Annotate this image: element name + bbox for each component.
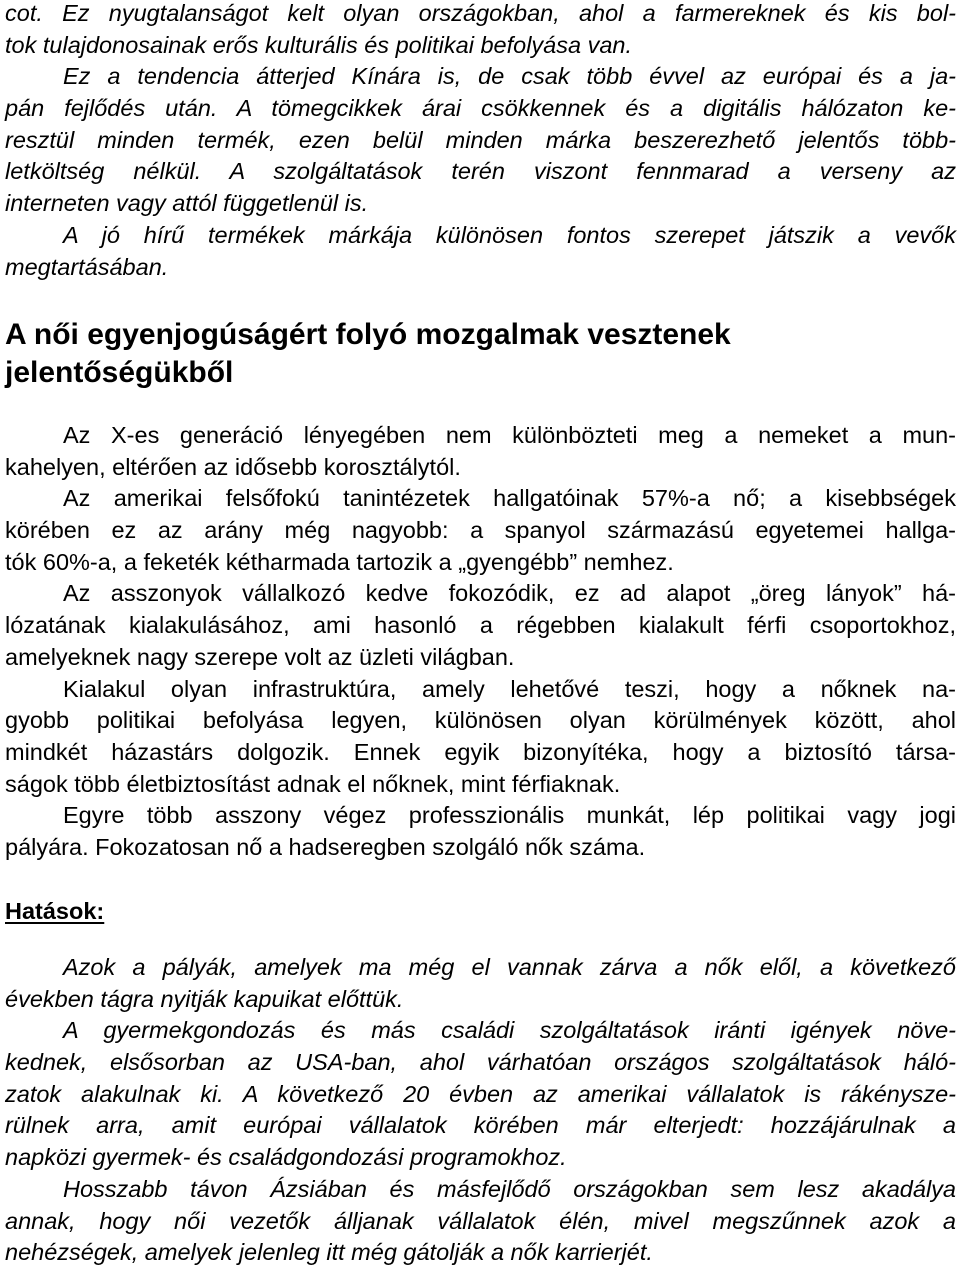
- text-line: tók 60%-a, a feketék kétharmada tartozik a „gyengébb” nemhez.: [5, 548, 674, 575]
- text-line: rülnek arra, amit európai vállalatok körében már elterjedt: hozzájárulnak a: [5, 1112, 956, 1139]
- text-line: években tágra nyitják kapuikat előttük.: [5, 985, 404, 1012]
- text-line: letköltség nélkül. A szolgáltatások terén viszont fennmarad a verseny az: [5, 158, 956, 185]
- text-line: interneten vagy attól függetlenül is.: [5, 190, 369, 217]
- effects-heading: Hatások:: [5, 898, 105, 924]
- effects-text-block: [5, 952, 956, 1269]
- text-line: napközi gyermek- és családgondozási programokhoz.: [5, 1144, 567, 1171]
- text-line: Azok a pályák, amelyek ma még el vannak zárva a nők elől, a következő: [63, 954, 956, 980]
- text-line: lózatának kialakulásához, ami hasonló a régebben kialakult férfi csoportokhoz,: [5, 612, 956, 639]
- text-line: pán fejlődés után. A tömegcikkek árai csökkennek és a digitális hálózaton ke-: [5, 95, 956, 122]
- section-title-line: jelentőségükből: [5, 355, 234, 389]
- text-line: gyobb politikai befolyása legyen, különösen olyan körülmények között, ahol: [5, 707, 956, 734]
- text-line: Hosszabb távon Ázsiában és másfejlődő országokban sem lesz akadálya: [63, 1175, 956, 1202]
- text-line: nehézségek, amelyek jelenleg itt még gátolják a nők karrierjét.: [5, 1239, 653, 1266]
- text-line: resztül minden termék, ezen belül minden márka beszerezhető jelentős több-: [5, 126, 956, 153]
- body-text-block: [5, 420, 956, 864]
- text-line: Egyre több asszony végez professzionális munkát, lép politikai vagy jogi: [63, 802, 956, 829]
- text-line: A jó hírű termékek márkája különösen fontos szerepet játszik a vevők: [63, 221, 956, 248]
- text-line: körében ez az arány még nagyobb: a spanyol származású egyetemei hallga-: [5, 517, 956, 544]
- text-line: kednek, elsősorban az USA-ban, ahol várhatóan országos szolgáltatások háló-: [5, 1049, 956, 1076]
- text-line: megtartásában.: [5, 253, 169, 280]
- section-title: [5, 316, 956, 391]
- text-line: Az X-es generáció lényegében nem különbözteti meg a nemeket a mun-: [63, 422, 956, 448]
- text-line: zatok alakulnak ki. A következő 20 évben az amerikai vállalatok is rákénysze-: [5, 1080, 956, 1107]
- text-line: Kialakul olyan infrastruktúra, amely lehetővé teszi, hogy a nőknek na-: [63, 675, 956, 702]
- section-title-line: A női egyenjogúságért folyó mozgalmak vesztenek: [5, 318, 731, 351]
- text-line: A gyermekgondozás és más családi szolgáltatások iránti igények növe-: [63, 1017, 956, 1044]
- text-line: ságok több életbiztosítást adnak el nőknek, mint férfiaknak.: [5, 770, 621, 797]
- intro-text-block: [5, 0, 956, 283]
- text-line: mindkét házastárs dolgozik. Ennek egyik bizonyítéka, hogy a biztosító társa-: [5, 738, 956, 765]
- text-line: cot. Ez nyugtalanságot kelt olyan országokban, ahol a farmereknek és kis bol-: [5, 0, 956, 26]
- text-line: kahelyen, eltérően az idősebb korosztálytól.: [5, 453, 461, 480]
- text-line: annak, hogy női vezetők álljanak vállalatok élén, mivel megszűnnek azok a: [5, 1207, 956, 1234]
- text-line: Ez a tendencia átterjed Kínára is, de csak több évvel az európai és a ja-: [63, 63, 956, 90]
- text-line: amelyeknek nagy szerepe volt az üzleti világban.: [5, 643, 515, 670]
- text-line: pályára. Fokozatosan nő a hadseregben szolgáló nők száma.: [5, 833, 646, 860]
- text-line: tok tulajdonosainak erős kulturális és politikai befolyása van.: [5, 31, 633, 58]
- text-line: Az asszonyok vállalkozó kedve fokozódik, ez ad alapot „öreg lányok” há-: [63, 580, 956, 607]
- text-line: Az amerikai felsőfokú tanintézetek hallgatóinak 57%-a nő; a kisebbségek: [63, 485, 956, 512]
